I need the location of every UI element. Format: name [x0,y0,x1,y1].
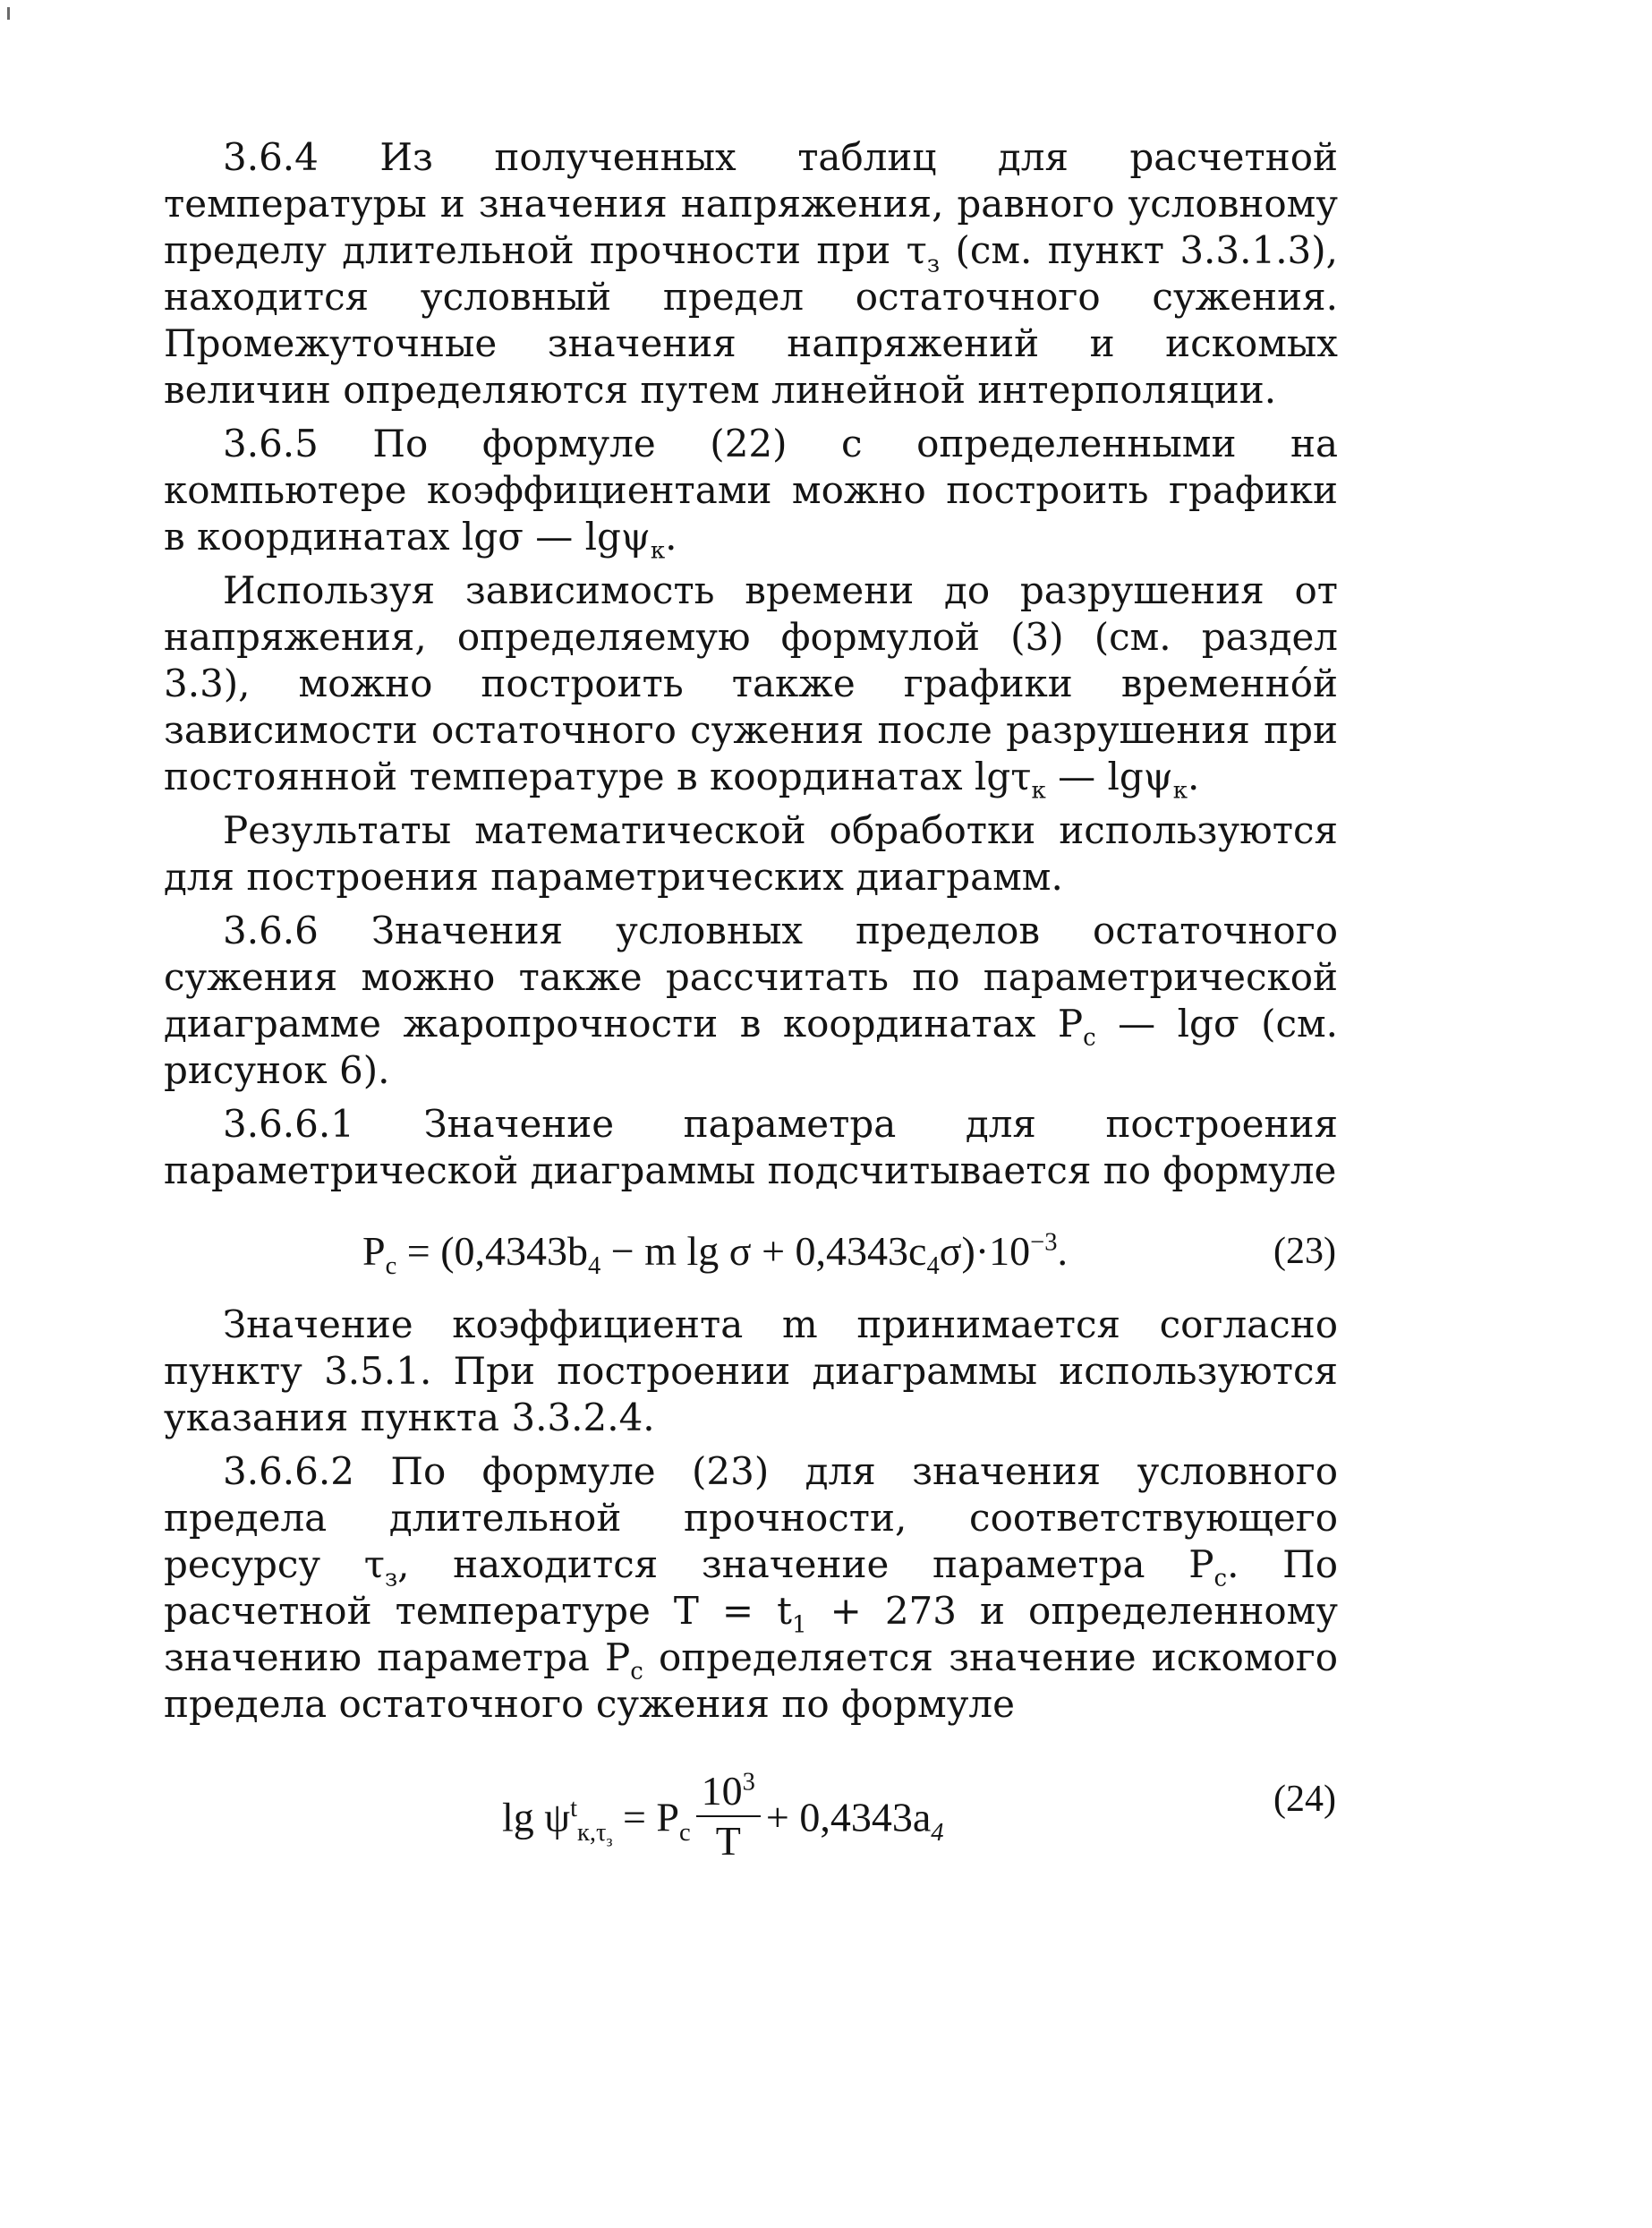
paragraph-text: 3.6.6.1 Значение параметра для построения параметрической диаграммы подсчитывается по формуле [164,1102,1338,1192]
paragraph-3-6-4 [164,134,1338,414]
formula-part: к,τ [577,1818,607,1847]
formula-part: σ)·10 [939,1228,1031,1274]
paragraph-text: определяется значение искомого предела остаточного сужения по формуле [164,1635,1338,1726]
formula-part: lg ψ [502,1794,571,1840]
subscript: з [606,1831,613,1850]
formula-24 [164,1737,1338,1864]
subscript: к [650,537,666,565]
paragraph-text: — lgσ (см. рисунок 6). [164,1002,1339,1092]
formula-part: + 0,4343a [765,1794,932,1840]
paragraph-text: (см. пункт 3.3.1.3), находится условный предел остаточного сужения. Промежуточные значения напряжений и искомых величин определяются путем линейной интерполяции. [164,228,1338,412]
paragraph-3-6-5 [164,421,1338,565]
subscript: c [1213,1565,1228,1592]
superscript: −3 [1030,1228,1058,1257]
paragraph-3-6-6 [164,908,1338,1094]
subscript [577,1818,613,1850]
subscript: c [630,1658,643,1686]
formula-part: . [1057,1228,1069,1274]
formula-part: = P [612,1794,679,1840]
paragraph-3-6-6-2 [164,1448,1338,1728]
paragraph-3-6-6-1 [164,1101,1338,1194]
paragraph-results [164,807,1338,901]
subscript: 4 [926,1252,940,1281]
formula-part: = (0,4343b [396,1228,589,1274]
subscript: c [1083,1024,1096,1052]
fraction-numerator [696,1767,761,1817]
formula-24-number: (24) [1273,1779,1336,1820]
paragraph-text: 3.6.6.2 По формуле (23) для значения условного предела длительной прочности, соответствующего ресурсу τ [164,1449,1338,1586]
paragraph-text: — lgψ [1045,755,1173,798]
formula-part: P [362,1228,386,1274]
paragraph-text: + 273 и определенному значению параметра P [164,1589,1338,1679]
fraction [696,1767,761,1865]
subscript: з [926,251,941,278]
paragraph-text: 3.6.5 По формуле (22) с определенными на компьютере коэффициентами можно построить графики в координатах lgσ — lgψ [164,422,1338,559]
subscript: c [678,1818,691,1847]
paragraph-text: . [1188,755,1200,798]
superscript: 3 [742,1768,755,1797]
formula-part: − m lg σ + 0,4343c [600,1228,927,1274]
formula-23 [164,1225,1338,1281]
paragraph-coefficient-m [164,1302,1338,1441]
formula-23-number: (23) [1273,1231,1336,1272]
scan-mark [7,7,10,20]
document-page [164,134,1338,1876]
paragraph-text: 3.6.6 Значения условных пределов остаточного сужения можно также рассчитать по параметрической диаграмме жаропрочности в координатах P [164,909,1338,1046]
superscript: t [570,1795,578,1823]
subscript: к [1172,777,1188,805]
paragraph-time-dependence [164,568,1338,805]
paragraph-text: . По расчетной температуре T = t [164,1542,1338,1633]
subscript: 4 [931,1818,944,1847]
formula-24-expression [502,1768,944,1871]
paragraph-text: Используя зависимость времени до разрушения от напряжения, определяемую формулой (3) (см. раздел 3.3), можно построить также графики временнóй зависимости остаточного сужения после разрушения при постоянной температуре в координатах lgτ [164,568,1338,798]
formula-part: 10 [701,1768,743,1814]
paragraph-text: Значение коэффициента m принимается согласно пункту 3.5.1. При построении диаграммы используются указания пункта 3.3.2.4. [164,1302,1338,1439]
formula-23-expression [362,1225,1069,1281]
paragraph-text: . [665,515,677,559]
paragraph-text: Результаты математической обработки используются для построения параметрических диаграмм. [164,808,1338,899]
subscript: 1 [792,1611,807,1639]
subscript: з [384,1565,398,1592]
subscript: c [385,1252,397,1281]
paragraph-text: 3.6.4 Из полученных таблиц для расчетной температуры и значения напряжения, равного условному пределу длительной прочности при τ [164,135,1338,272]
fraction-denominator: T [715,1818,741,1864]
paragraph-text: , находится значение параметра P [397,1542,1214,1586]
subscript: к [1031,777,1046,805]
subscript: 4 [588,1252,601,1281]
